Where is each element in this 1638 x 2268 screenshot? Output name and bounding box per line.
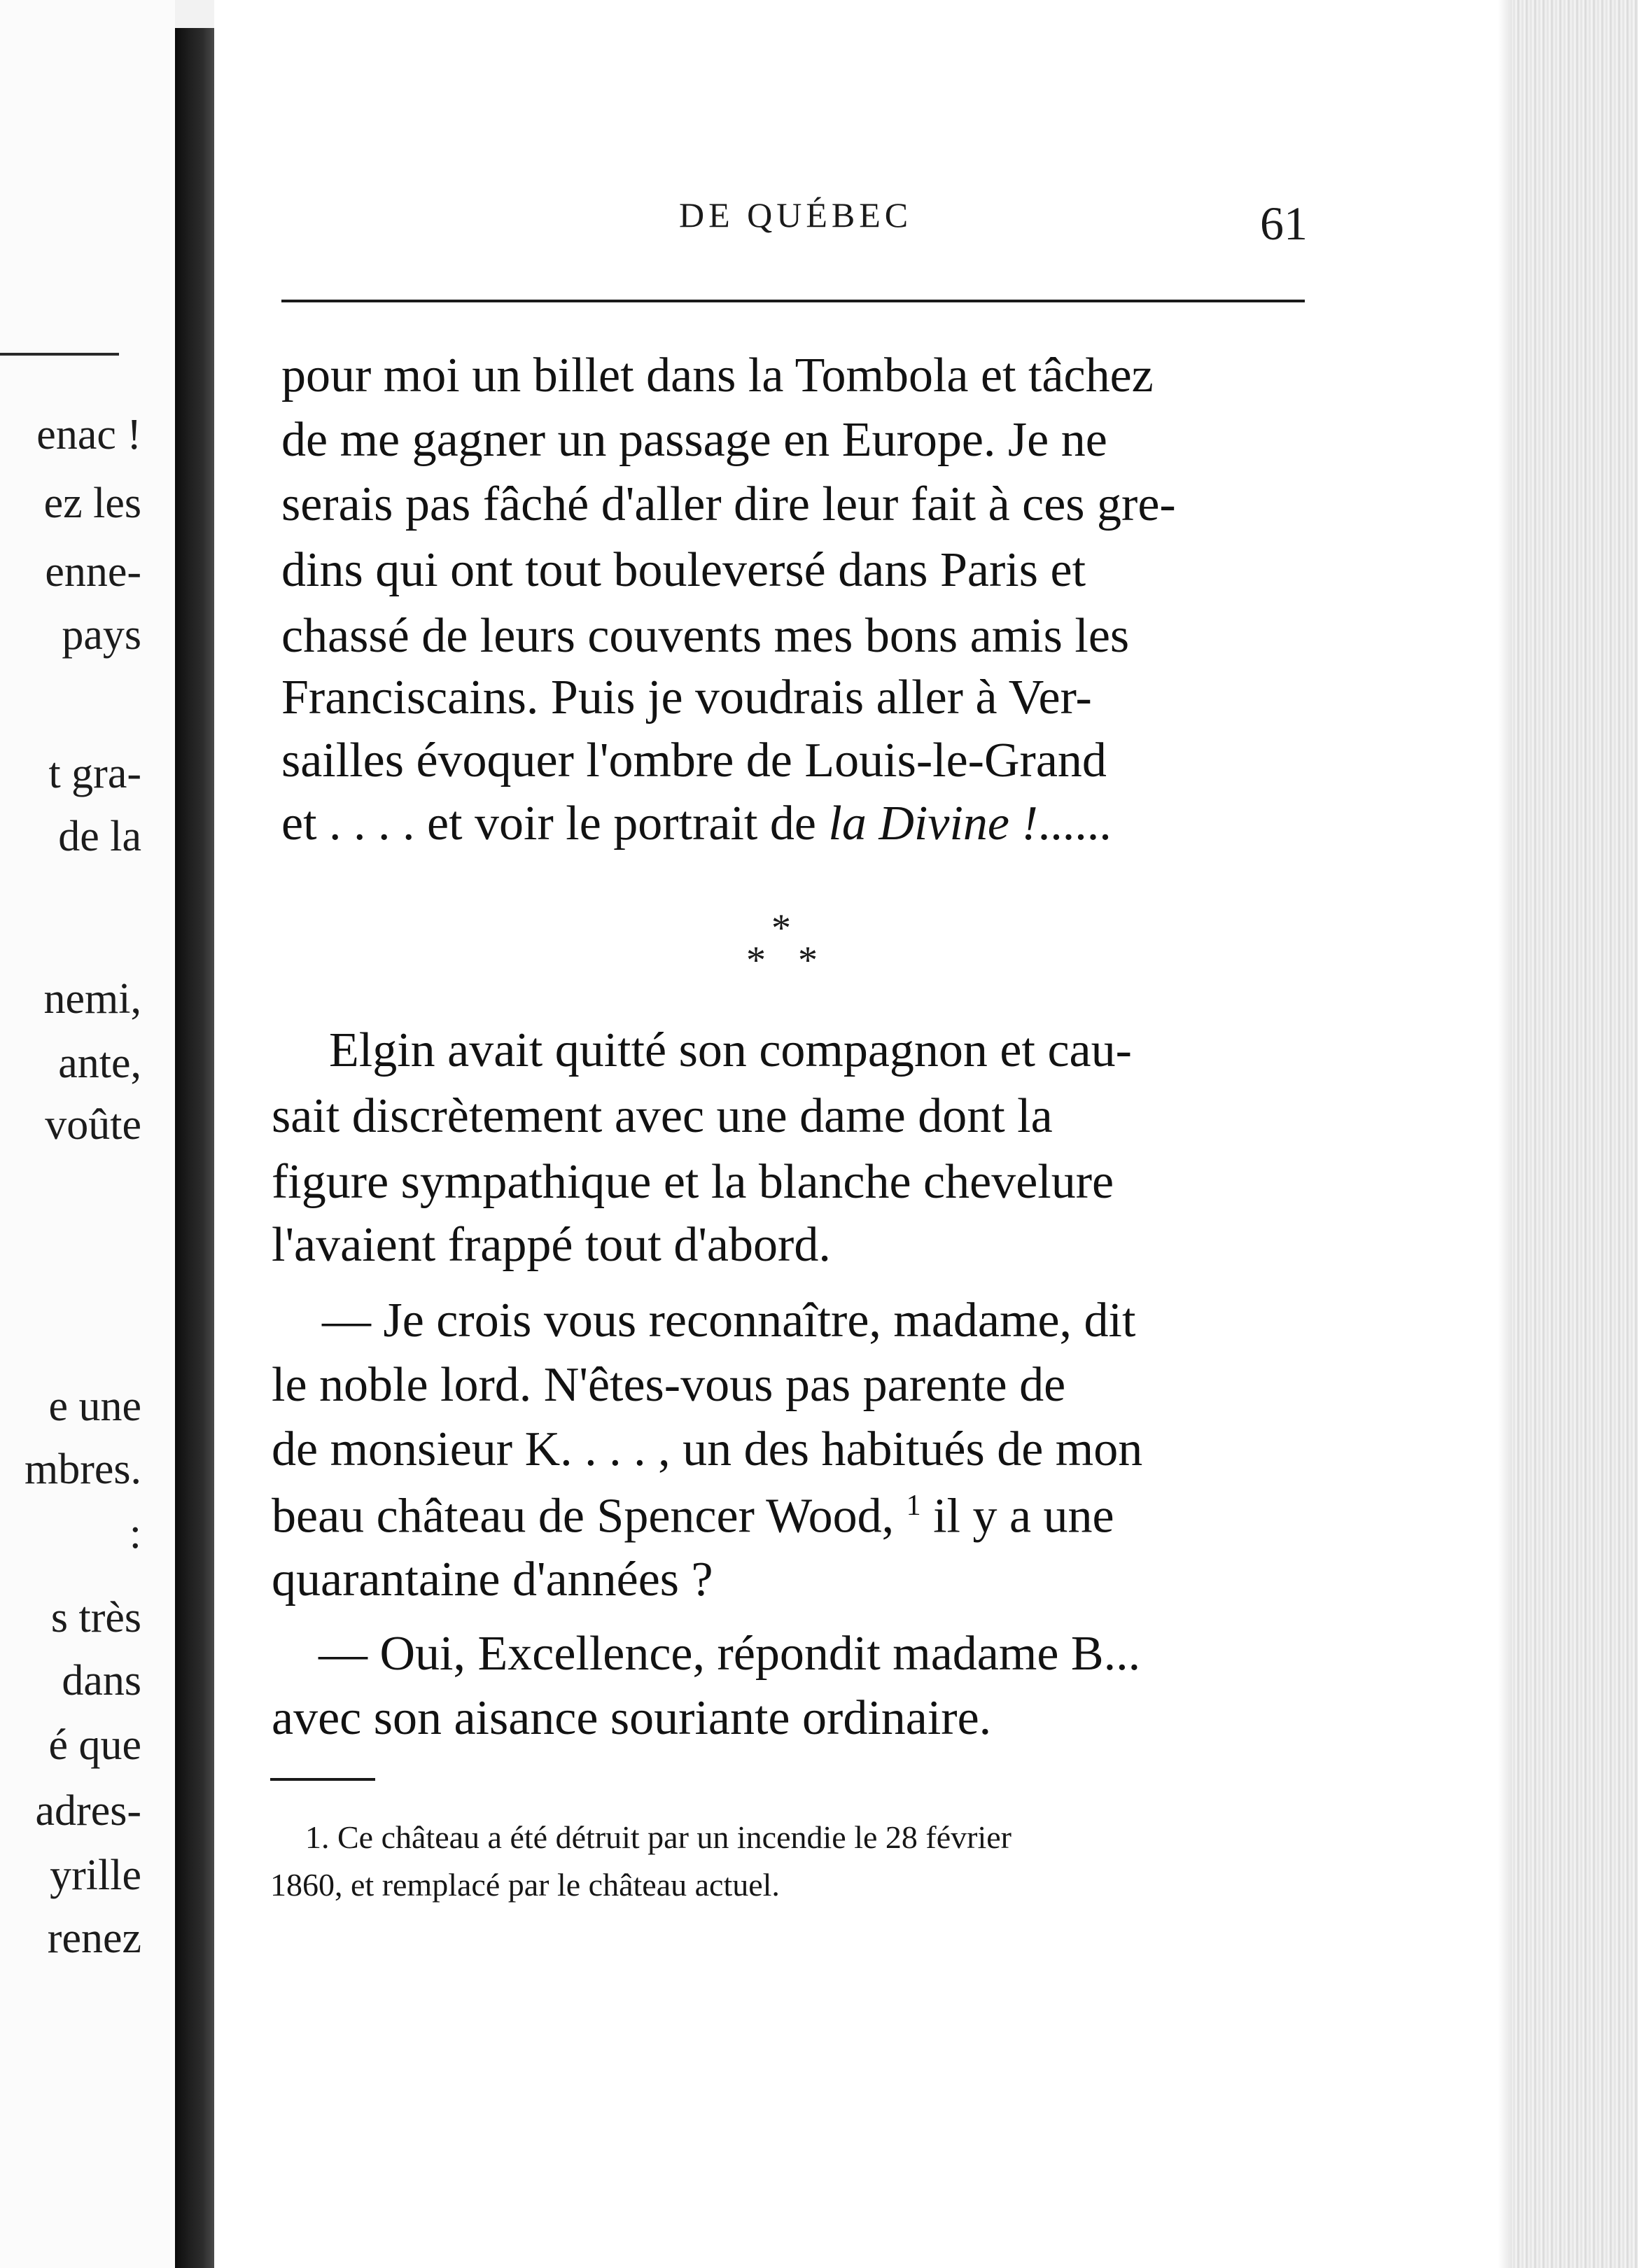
left-page-rule [0, 353, 119, 356]
asterism-star-top: * [771, 906, 791, 950]
text-line: l'avaient frappé tout d'abord. [272, 1218, 831, 1272]
text-span: et . . . . et voir le portrait de [281, 797, 829, 850]
text-line: le noble lord. N'êtes-vous pas parente de [272, 1358, 1066, 1412]
gutter-top [175, 0, 214, 28]
left-page-line: e une [48, 1382, 141, 1430]
text-line: quarantaine d'années ? [272, 1553, 713, 1606]
left-page-line: dans [62, 1657, 141, 1704]
text-line: sait discrètement avec une dame dont la [272, 1089, 1053, 1143]
page-number: 61 [1260, 197, 1308, 250]
text-span: il y a une [920, 1489, 1114, 1544]
text-line: figure sympathique et la blanche chevelure [272, 1155, 1114, 1209]
left-page-line: : [129, 1510, 141, 1558]
text-line: — Oui, Excellence, répondit madame B... [318, 1627, 1141, 1681]
footnote-line: 1860, et remplacé par le château actuel. [270, 1867, 780, 1903]
text-line [281, 799, 1112, 848]
text-line [272, 1489, 1114, 1544]
text-line: sailles évoquer l'ombre de Louis-le-Grand [281, 734, 1107, 788]
running-head: DE QUÉBEC [679, 195, 913, 234]
left-page-line: voûte [45, 1101, 141, 1149]
left-page-line: enac ! [36, 411, 141, 458]
book-gutter [175, 0, 214, 2268]
left-page-line: é que [48, 1721, 141, 1769]
text-line: serais pas fâché d'aller dire leur fait à ces gre- [281, 477, 1176, 531]
text-span: ...... [1037, 797, 1112, 850]
text-span: beau château de Spencer Wood, [272, 1489, 906, 1544]
text-line: de monsieur K. . . . , un des habitués de mon [272, 1422, 1143, 1476]
page-stack-edge [1512, 0, 1638, 2268]
left-page-line: t gra- [48, 750, 141, 797]
text-line: pour moi un billet dans la Tombola et tâchez [281, 349, 1154, 402]
header-rule [281, 300, 1305, 302]
left-page-line: adres- [35, 1787, 141, 1835]
left-page-line: ez les [43, 479, 141, 527]
text-line: — Je crois vous reconnaître, madame, dit [322, 1294, 1136, 1348]
text-line: de me gagner un passage en Europe. Je ne [281, 413, 1107, 467]
text-line: dins qui ont tout bouleversé dans Paris et [281, 543, 1086, 597]
footnote-rule [270, 1778, 375, 1781]
text-line: chassé de leurs couvents mes bons amis les [281, 609, 1130, 663]
left-facing-page [0, 0, 175, 2268]
left-page-line: yrille [50, 1851, 141, 1899]
footnote-line: 1. Ce château a été détruit par un incendie le 28 février [305, 1819, 1011, 1855]
asterism-star-left: * [746, 939, 766, 982]
asterism-star-right: * [798, 939, 818, 982]
left-page-line: ante, [58, 1040, 141, 1087]
left-page-line: s très [50, 1594, 141, 1642]
text-line: Elgin avait quitté son compagnon et cau- [329, 1023, 1132, 1077]
left-page-line: enne- [45, 548, 141, 596]
left-page-line: nemi, [43, 975, 141, 1023]
left-page-line: pays [62, 611, 141, 659]
text-line: avec son aisance souriante ordinaire. [272, 1691, 992, 1745]
left-page-line: renez [47, 1914, 141, 1962]
left-page-line: de la [58, 813, 141, 860]
left-page-line: mbres. [24, 1446, 141, 1493]
footnote-reference: 1 [906, 1490, 921, 1522]
text-line: Franciscains. Puis je voudrais aller à Ver- [281, 671, 1092, 724]
italic-title: la Divine ! [828, 797, 1038, 850]
